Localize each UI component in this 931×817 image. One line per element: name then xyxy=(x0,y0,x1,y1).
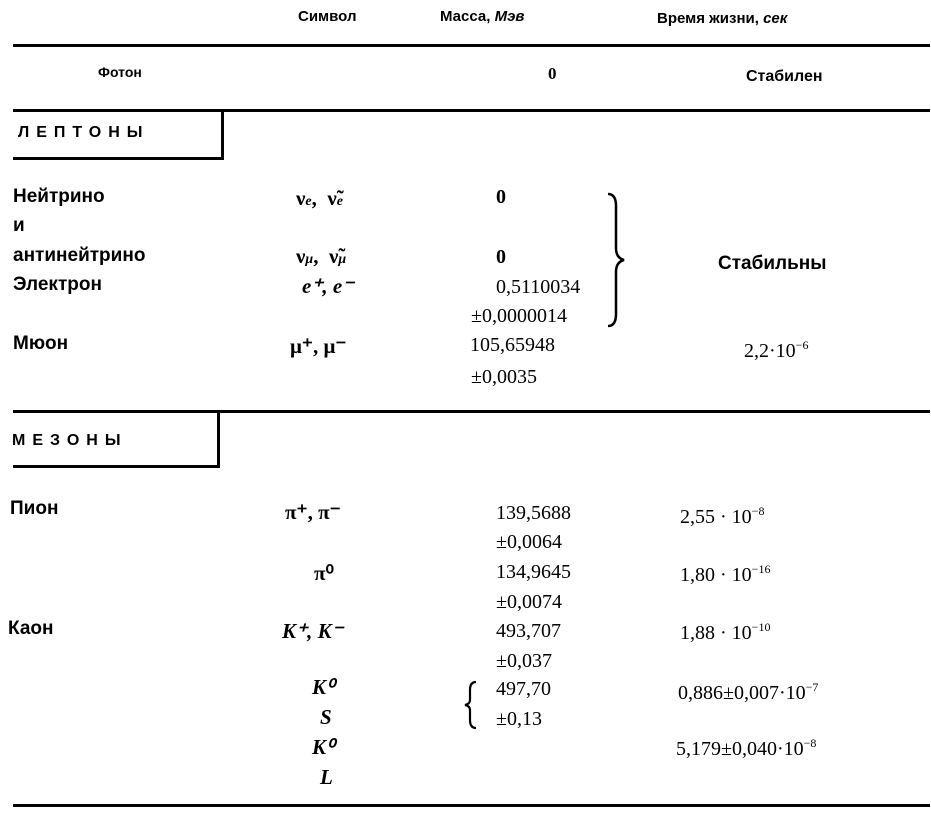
pion-neutral-mass-error: ±0,0074 xyxy=(496,591,562,613)
kaon-charged-mass-error: ±0,037 xyxy=(496,650,552,672)
k0l-symbol-bottom: L xyxy=(320,765,333,789)
pion-name: Пион xyxy=(10,498,59,519)
muon-name: Мюон xyxy=(13,333,69,354)
pion-neutral-lifetime: $1,80 \cdot 10^{-16}$ xyxy=(680,562,771,586)
mass-label: Масса, xyxy=(440,8,491,25)
left-brace-icon xyxy=(462,680,478,730)
muon-symbol: μ⁺, μ⁻ xyxy=(290,334,347,358)
kaon-charged-mass: 493,707 xyxy=(496,620,561,642)
pion-neutral-mass: 134,9645 xyxy=(496,561,571,583)
k0l-lifetime: $5,179\pm 0,040\cdot 10^{-8}$ xyxy=(676,736,817,760)
k0s-symbol-top: K⁰ xyxy=(312,675,335,699)
mass-unit: Мэв xyxy=(494,8,525,25)
pion-neutral-symbol: π⁰ xyxy=(314,561,334,585)
column-header-lifetime xyxy=(657,10,787,27)
stable-group-label: Стабильны xyxy=(718,253,827,274)
k0-mass-error: ±0,13 xyxy=(496,708,542,730)
photon-name: Фотон xyxy=(98,64,142,80)
kaon-name: Каон xyxy=(8,618,54,639)
k0-mass: 497,70 xyxy=(496,678,551,700)
electron-mass-error: ±0,0000014 xyxy=(471,305,567,327)
header-rule xyxy=(13,44,930,47)
kaon-charged-symbol: K⁺, K⁻ xyxy=(282,619,343,643)
neutrino-name-1: Нейтрино xyxy=(13,186,105,207)
muon-mass-error: ±0,0035 xyxy=(471,366,537,388)
nu-e-mass: 0 xyxy=(496,186,506,208)
pion-charged-lifetime: $2,55 \cdot 10^{-8}$ xyxy=(680,504,765,528)
k0s-symbol-bottom: S xyxy=(320,705,332,729)
photon-mass: 0 xyxy=(548,64,557,83)
pion-charged-mass-error: ±0,0064 xyxy=(496,531,562,553)
column-header-symbol: Символ xyxy=(298,8,357,25)
neutrino-name-3: антинейтрино xyxy=(13,245,146,266)
nu-mu-symbol: νμ, ν̃μ xyxy=(296,244,347,268)
electron-symbol: e⁺, e⁻ xyxy=(302,274,354,298)
kaon-charged-lifetime: $1,88 \cdot 10^{-10}$ xyxy=(680,620,771,644)
column-header-mass xyxy=(440,8,524,25)
mesons-section-label: МЕЗОНЫ xyxy=(12,432,128,449)
lifetime-label: Время жизни, xyxy=(657,10,759,27)
electron-mass: 0,5110034 xyxy=(496,276,581,298)
k0s-lifetime: $0,886\pm 0,007\cdot 10^{-7}$ xyxy=(678,680,819,704)
nu-mu-mass: 0 xyxy=(496,246,506,268)
muon-mass: 105,65948 xyxy=(470,334,555,356)
lifetime-unit: сек xyxy=(763,10,788,27)
pion-charged-mass: 139,5688 xyxy=(496,502,571,524)
photon-lifetime: Стабилен xyxy=(746,68,823,85)
pion-charged-symbol: π⁺, π⁻ xyxy=(285,500,341,524)
k0l-symbol-top: K⁰ xyxy=(312,735,335,759)
muon-lifetime: $2,2\cdot 10^{-6}$ xyxy=(744,338,809,362)
leptons-section-label: ЛЕПТОНЫ xyxy=(18,124,150,141)
nu-e-symbol: νe, ν̃e xyxy=(296,186,343,210)
bottom-rule xyxy=(13,804,930,807)
electron-name: Электрон xyxy=(13,274,102,295)
right-brace-icon xyxy=(604,192,628,328)
neutrino-name-2: и xyxy=(13,215,25,236)
